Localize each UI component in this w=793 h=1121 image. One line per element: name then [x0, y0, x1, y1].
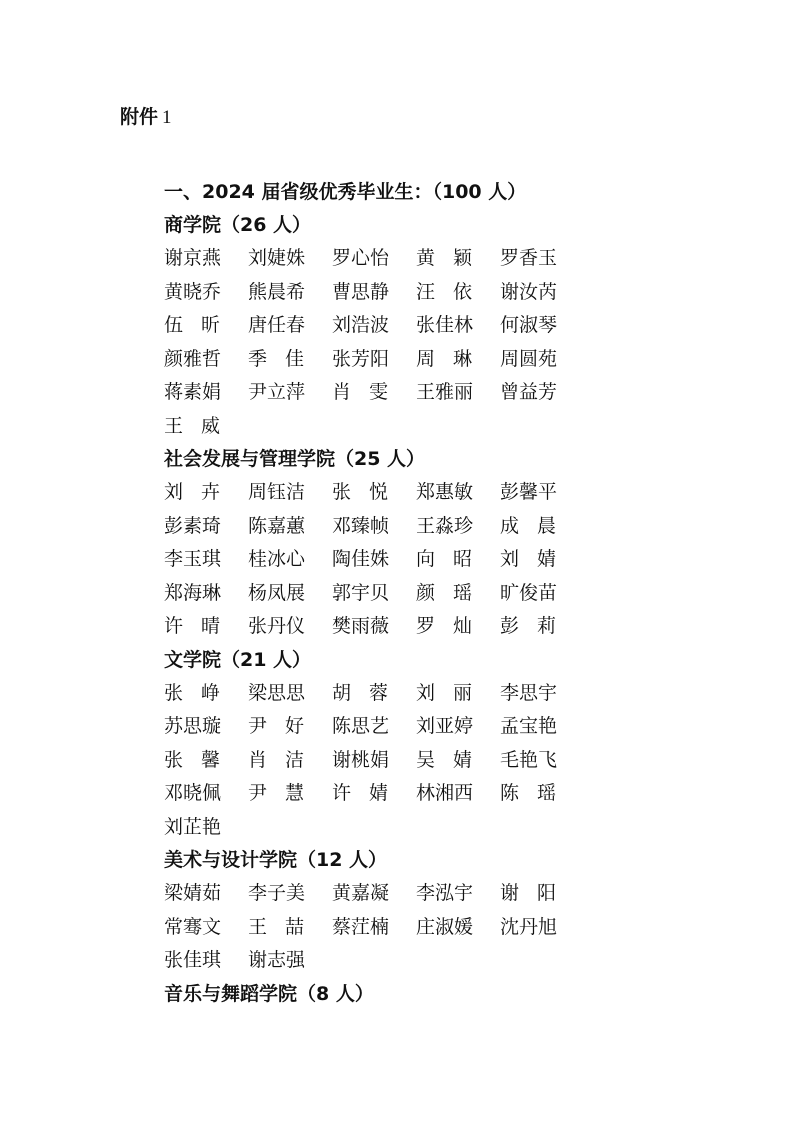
- student-name: 樊雨薇: [332, 615, 390, 637]
- name-row: [164, 376, 584, 410]
- name-row: [164, 610, 584, 644]
- student-name: 熊晨希: [248, 280, 306, 303]
- student-name: 向昭: [416, 548, 491, 570]
- student-name: 蒋素娟: [164, 381, 222, 403]
- name-row: [164, 777, 584, 811]
- student-name: 彭素琦: [164, 514, 222, 537]
- name-row: [164, 309, 584, 343]
- student-name: 孟宝艳: [500, 715, 558, 737]
- student-name: 颜瑶: [416, 581, 491, 604]
- student-name: 肖洁: [248, 748, 323, 771]
- name-row: [164, 343, 584, 377]
- award-list: [164, 176, 584, 1011]
- student-name: 胡蓉: [332, 681, 407, 704]
- name-row: [164, 242, 584, 276]
- name-row: [164, 944, 584, 978]
- student-name: 许婧: [332, 782, 407, 804]
- name-row: [164, 543, 584, 577]
- name-row: [164, 811, 584, 845]
- student-name: 郑海琳: [164, 581, 222, 604]
- student-name: 张悦: [332, 481, 407, 503]
- name-row: [164, 677, 584, 711]
- student-name: 刘卉: [164, 481, 239, 503]
- student-name: 杨凤展: [248, 581, 306, 604]
- student-name: 吴婧: [416, 748, 491, 771]
- student-name: 郑惠敏: [416, 481, 474, 503]
- name-row: [164, 911, 584, 945]
- student-name: 曾益芳: [500, 381, 558, 403]
- student-name: 李子美: [248, 882, 306, 904]
- student-name: 尹好: [248, 715, 323, 737]
- student-name: 张馨: [164, 748, 239, 771]
- name-row: [164, 744, 584, 778]
- section-heading: 社会发展与管理学院（25 人）: [164, 448, 426, 470]
- student-name: 尹立萍: [248, 381, 306, 403]
- student-name: 黄嘉凝: [332, 882, 390, 904]
- student-name: 刘丽: [416, 681, 491, 704]
- student-name: 邓臻帧: [332, 514, 390, 537]
- student-name: 张峥: [164, 681, 239, 704]
- student-name: 陶佳姝: [332, 548, 390, 570]
- student-name: 谢桃娟: [332, 748, 390, 771]
- student-name: 汪依: [416, 280, 491, 303]
- student-name: 季佳: [248, 347, 323, 370]
- student-name: 桂冰心: [248, 548, 306, 570]
- name-row: [164, 510, 584, 544]
- student-name: 刘婕姝: [248, 247, 306, 269]
- section-heading: 文学院（21 人）: [164, 648, 312, 671]
- student-name: 黄晓乔: [164, 280, 222, 303]
- student-name: 李玉琪: [164, 548, 222, 570]
- student-name: 谢京燕: [164, 247, 222, 269]
- student-name: 许晴: [164, 615, 239, 637]
- attachment-label: [120, 104, 172, 131]
- student-name: 沈丹旭: [500, 915, 558, 938]
- student-name: 谢阳: [500, 882, 575, 904]
- attachment-text: 附件: [120, 106, 159, 128]
- section-heading: 美术与设计学院（12 人）: [164, 849, 388, 871]
- name-row: [164, 476, 584, 510]
- student-name: 王喆: [248, 915, 323, 938]
- student-name: 李思宇: [500, 681, 558, 704]
- name-row: [164, 410, 584, 444]
- student-name: 何淑琴: [500, 314, 558, 336]
- student-name: 张丹仪: [248, 615, 306, 637]
- student-name: 彭馨平: [500, 481, 558, 503]
- list-title: 一、2024 届省级优秀毕业生：（100 人）: [164, 181, 527, 203]
- student-name: 李泓宇: [416, 882, 474, 904]
- section-heading: 商学院（26 人）: [164, 214, 312, 236]
- attachment-number: 1: [162, 107, 172, 128]
- name-row: [164, 710, 584, 744]
- student-name: 颜雅哲: [164, 347, 222, 370]
- student-name: 罗心怡: [332, 247, 390, 269]
- student-name: 林湘西: [416, 782, 474, 804]
- student-name: 张芳阳: [332, 347, 390, 370]
- student-name: 王淼珍: [416, 514, 474, 537]
- student-name: 谢志强: [248, 949, 306, 971]
- section-heading: 音乐与舞蹈学院（8 人）: [164, 982, 374, 1005]
- student-name: 蔡茳楠: [332, 915, 390, 938]
- student-name: 周钰洁: [248, 481, 306, 503]
- student-name: 苏思璇: [164, 715, 222, 737]
- student-name: 刘亚婷: [416, 715, 474, 737]
- student-name: 刘浩波: [332, 314, 390, 336]
- student-name: 唐任春: [248, 314, 306, 336]
- student-name: 刘芷艳: [164, 815, 222, 838]
- student-name: 庄淑媛: [416, 915, 474, 938]
- student-name: 张佳林: [416, 314, 474, 336]
- student-name: 陈嘉蕙: [248, 514, 306, 537]
- student-name: 旷俊苗: [500, 581, 558, 604]
- student-name: 刘婧: [500, 548, 575, 570]
- name-row: [164, 877, 584, 911]
- student-name: 常骞文: [164, 915, 222, 938]
- student-name: 王威: [164, 414, 239, 437]
- student-name: 周琳: [416, 347, 491, 370]
- student-name: 谢汝芮: [500, 280, 558, 303]
- student-name: 郭宇贝: [332, 581, 390, 604]
- student-name: 黄颖: [416, 247, 491, 269]
- student-name: 伍昕: [164, 314, 239, 336]
- student-name: 成晨: [500, 514, 575, 537]
- student-name: 梁婧茹: [164, 882, 222, 904]
- student-name: 彭莉: [500, 615, 575, 637]
- student-name: 罗灿: [416, 615, 491, 637]
- name-row: [164, 276, 584, 310]
- student-name: 梁思思: [248, 681, 306, 704]
- name-row: [164, 577, 584, 611]
- student-name: 毛艳飞: [500, 748, 558, 771]
- student-name: 曹思静: [332, 280, 390, 303]
- student-name: 肖雯: [332, 381, 407, 403]
- student-name: 王雅丽: [416, 381, 474, 403]
- student-name: 罗香玉: [500, 247, 558, 269]
- student-name: 邓晓佩: [164, 782, 222, 804]
- student-name: 尹慧: [248, 782, 323, 804]
- student-name: 陈瑶: [500, 782, 575, 804]
- student-name: 陈思艺: [332, 715, 390, 737]
- student-name: 张佳琪: [164, 949, 222, 971]
- student-name: 周圆苑: [500, 347, 558, 370]
